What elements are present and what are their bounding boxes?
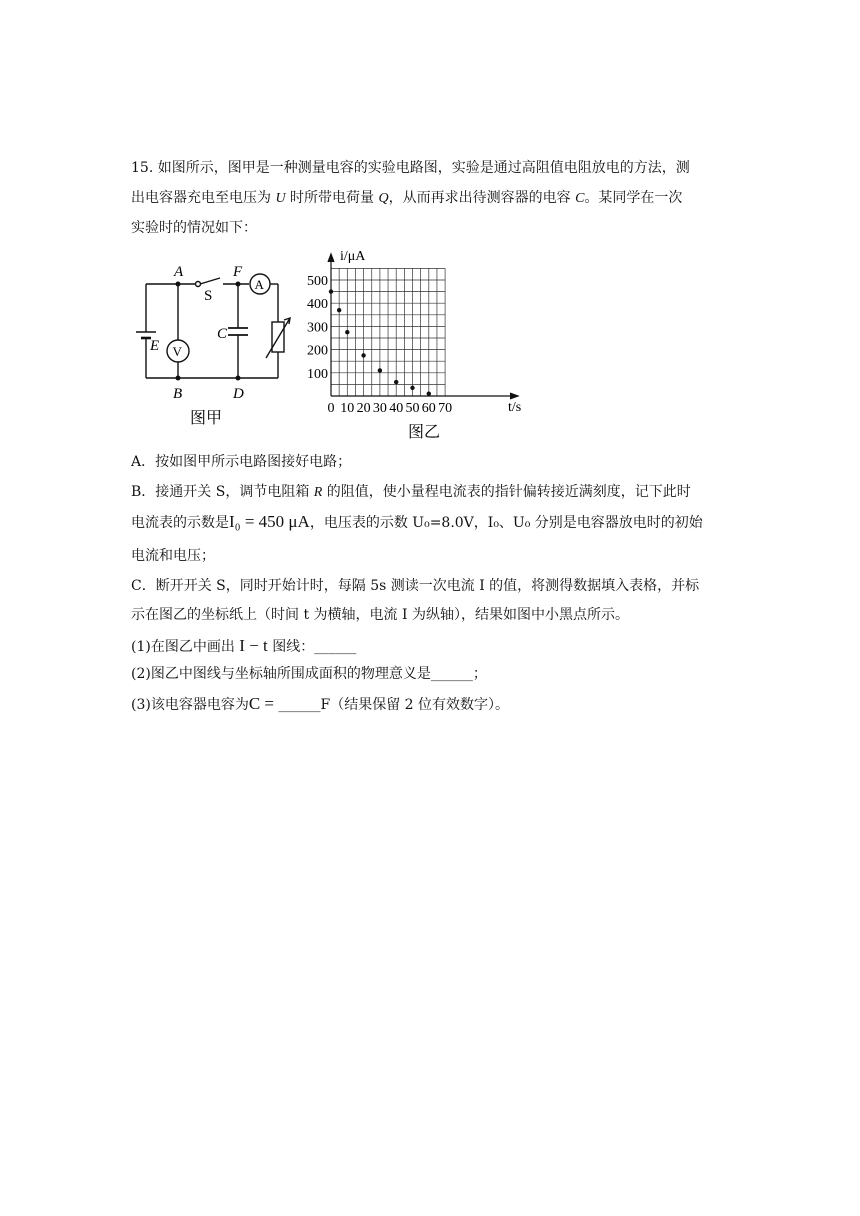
step-b-line-3: 电流和电压；	[131, 548, 215, 564]
x-tick-label: 40	[389, 401, 404, 416]
data-point	[378, 368, 382, 372]
x-axis-label: t/s	[508, 400, 522, 415]
variable: Q	[378, 191, 389, 206]
q1-pre: (1)在图乙中画出	[131, 639, 235, 655]
initial-current-formula: I₀ = 450 μA	[229, 512, 310, 531]
ammeter-label: A	[254, 277, 264, 292]
circuit-diagram	[128, 248, 293, 433]
figure-a-caption: 图甲	[190, 408, 223, 427]
x-tick-label: 70	[438, 401, 453, 416]
x-tick-label: 50	[405, 401, 420, 416]
figure-b-caption: 图乙	[408, 422, 441, 441]
question-number: 15.	[131, 160, 154, 176]
y-tick-label: 100	[307, 366, 328, 382]
i-t-formula: I − t	[239, 636, 268, 655]
x-tick-label: 10	[340, 401, 355, 416]
data-point	[361, 353, 365, 357]
y-tick-label: 500	[307, 274, 328, 289]
step-b-line-2-pre: 电流表的示数是	[131, 515, 229, 531]
node-label-b: B	[173, 386, 183, 402]
variable: R	[313, 485, 323, 500]
y-axis-label: i/μA	[340, 249, 366, 264]
current-time-chart	[300, 236, 540, 446]
sub-question-1	[131, 636, 356, 657]
battery-label: E	[150, 338, 160, 354]
x-tick-label: 60	[421, 401, 436, 416]
intro-line-3-text: 实验时的情况如下：	[131, 220, 257, 236]
step-b-line-1-text: B．接通开关 S，调节电阻箱 R 的阻值，使小量程电流表的指针偏转接近满刻度，记下此时	[131, 484, 691, 500]
step-c-line-2: 示在图乙的坐标纸上（时间 t 为横轴，电流 I 为纵轴），结果如图中小黑点所示。	[131, 607, 629, 623]
data-point	[410, 386, 414, 390]
q3-post: ______F（结果保留 2 位有效数字）。	[278, 697, 510, 713]
node-label-a: A	[174, 264, 184, 280]
x-tick-label: 30	[372, 401, 387, 416]
data-point	[427, 391, 431, 395]
node-label-f: F	[233, 264, 243, 280]
sub-question-2: (2)图乙中图线与坐标轴所围成面积的物理意义是______；	[131, 666, 487, 682]
data-point	[337, 308, 341, 312]
step-b-line-1	[131, 482, 691, 503]
intro-line-2	[131, 188, 682, 209]
variable: C	[575, 191, 585, 206]
capacitor-label: C	[217, 326, 228, 342]
q3-pre: (3)该电容器电容为	[131, 697, 249, 713]
node-label-d: D	[233, 386, 244, 402]
q1-post: 图线：______	[272, 639, 357, 655]
intro-line-3	[131, 218, 257, 238]
y-tick-label: 200	[307, 343, 328, 359]
sub-question-3	[131, 694, 509, 715]
capacitance-formula: C =	[248, 694, 275, 713]
x-tick-label: 20	[356, 401, 371, 416]
step-b-line-2-post: ，电压表的示数 U₀=8.0V，I₀、U₀ 分别是电容器放电时的初始	[309, 515, 703, 531]
step-c-line-1: C．断开开关 S，同时开始计时，每隔 5s 测读一次电流 I 的值，将测得数据填入表格，并标	[131, 578, 700, 594]
data-point	[329, 289, 333, 293]
question-line-1	[131, 158, 690, 178]
switch-label: S	[204, 288, 213, 304]
x-tick-label: 0	[327, 401, 335, 416]
data-point	[345, 330, 349, 334]
data-point	[394, 380, 398, 384]
y-tick-label: 400	[307, 297, 328, 313]
variable: U	[275, 191, 286, 206]
step-b-line-2	[131, 512, 703, 533]
y-tick-label: 300	[307, 320, 328, 336]
intro-line-1: 如图所示，图甲是一种测量电容的实验电路图，实验是通过高阻值电阻放电的方法，测	[157, 160, 690, 176]
step-a: A．按如图甲所示电路图接好电路；	[131, 454, 352, 470]
intro-line-2-text: 出电容器充电至电压为 U 时所带电荷量 Q，从而再求出待测容器的电容 C。某同学在一次	[131, 190, 683, 206]
voltmeter-label: V	[172, 344, 182, 359]
